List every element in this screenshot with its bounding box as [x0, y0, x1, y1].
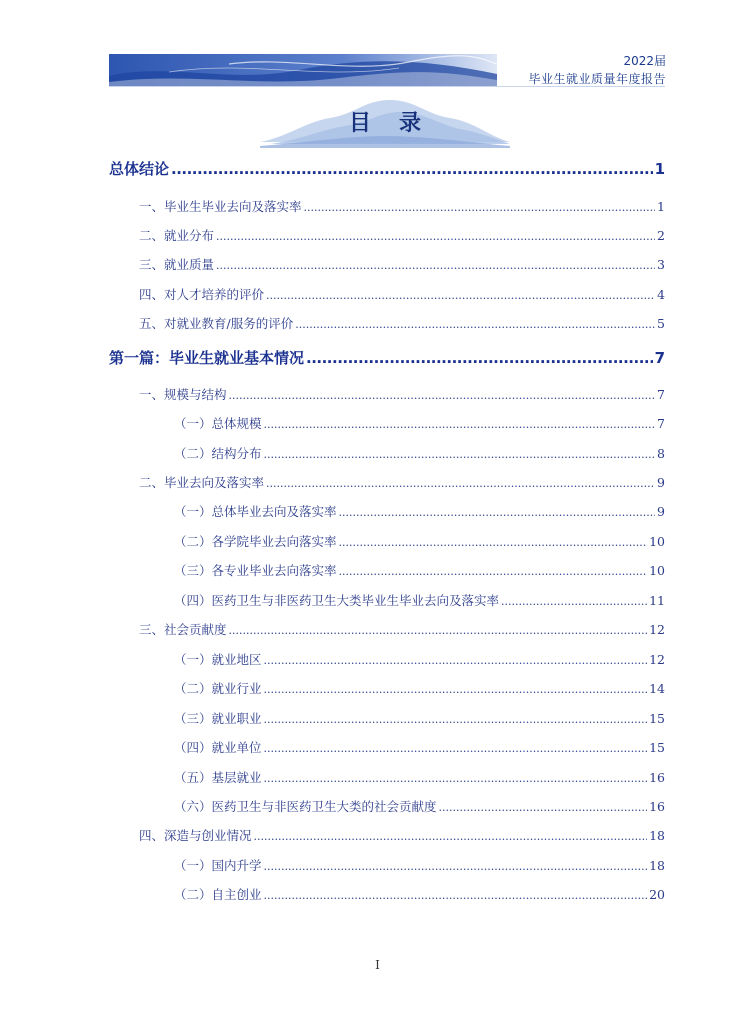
toc-entry[interactable] [109, 444, 665, 462]
toc-leader [229, 622, 648, 637]
toc-entry[interactable] [109, 650, 665, 668]
toc-entry-label: （二）结构分布 [174, 446, 262, 461]
toc-entry-page: 8 [657, 446, 665, 461]
toc-entry-label: （四）医药卫生与非医药卫生大类毕业生毕业去向及落实率 [174, 593, 500, 608]
toc-leader [306, 349, 653, 367]
toc-leader [339, 534, 648, 549]
toc-entry-page: 10 [649, 534, 665, 549]
toc-leader [266, 287, 655, 302]
toc-entry-page: 9 [657, 504, 665, 519]
toc-entry-page: 12 [649, 652, 665, 667]
toc-entry-page: 20 [649, 887, 665, 902]
toc-entry-label: 三、社会贡献度 [139, 622, 227, 637]
toc-entry[interactable] [109, 561, 665, 579]
toc-leader [295, 316, 655, 331]
toc-entry-page: 18 [649, 858, 665, 873]
toc-entry-label: 二、就业分布 [139, 228, 215, 243]
toc-entry-label: （一）总体毕业去向及落实率 [174, 504, 337, 519]
toc-entry[interactable] [109, 797, 665, 815]
toc-entry-label: （二）各学院毕业去向落实率 [174, 534, 337, 549]
toc-entry[interactable] [109, 255, 665, 273]
header-wave-banner [109, 54, 497, 86]
toc-leader [339, 504, 656, 519]
toc-entry-page: 2 [657, 228, 665, 243]
toc-entry-label: 一、规模与结构 [139, 387, 227, 402]
toc-entry[interactable] [109, 885, 665, 903]
toc-entry[interactable] [109, 226, 665, 244]
header-divider [109, 86, 665, 87]
header-report-title: 毕业生就业质量年度报告 [528, 72, 666, 86]
toc-leader [264, 770, 648, 785]
toc-entry-page: 11 [649, 593, 665, 608]
toc-entry-label: 四、深造与创业情况 [139, 828, 252, 843]
header-year: 2022届 [623, 54, 666, 68]
toc-leader [264, 681, 648, 696]
toc-entry[interactable] [109, 826, 665, 844]
toc-entry-page: 16 [649, 770, 665, 785]
toc-entry-page: 10 [649, 563, 665, 578]
toc-entry-page: 7 [657, 387, 665, 402]
toc-entry[interactable] [109, 532, 665, 550]
toc-leader [304, 199, 656, 214]
toc-entry-page: 18 [649, 828, 665, 843]
toc-entry-page: 1 [654, 160, 665, 178]
toc-entry-label: 第一篇：毕业生就业基本情况 [109, 349, 305, 367]
toc-entry-page: 1 [657, 199, 665, 214]
toc-entry[interactable] [109, 591, 665, 609]
toc-entry[interactable] [109, 620, 665, 638]
toc-entry-label: （一）国内升学 [174, 858, 262, 873]
footer-page-number: I [375, 958, 380, 972]
toc-entry[interactable] [109, 738, 665, 756]
toc-entry[interactable] [109, 158, 665, 179]
toc-entry[interactable] [109, 285, 665, 303]
toc-entry-page: 5 [657, 316, 665, 331]
toc-leader [264, 740, 648, 755]
toc-leader [439, 799, 648, 814]
toc-entry-label: 五、对就业教育/服务的评价 [139, 316, 294, 331]
toc-entry[interactable] [109, 347, 665, 368]
toc-entry-label: 总体结论 [109, 160, 170, 178]
toc-entry-page: 16 [649, 799, 665, 814]
toc-leader [264, 887, 648, 902]
toc-leader [171, 160, 653, 178]
toc-entry-label: 三、就业质量 [139, 257, 215, 272]
toc-entry-label: （四）就业单位 [174, 740, 262, 755]
toc-entry-label: （六）医药卫生与非医药卫生大类的社会贡献度 [174, 799, 437, 814]
toc-entry[interactable] [109, 197, 665, 215]
toc-entry-page: 15 [649, 711, 665, 726]
toc-leader [254, 828, 648, 843]
toc-entry-page: 7 [654, 349, 665, 367]
toc-entry[interactable] [109, 856, 665, 874]
toc-leader [339, 563, 648, 578]
toc-entry[interactable] [109, 709, 665, 727]
toc-entry-page: 12 [649, 622, 665, 637]
toc-entry-page: 3 [657, 257, 665, 272]
toc-entry[interactable] [109, 473, 665, 491]
toc-entry-label: （一）就业地区 [174, 652, 262, 667]
toc-entry[interactable] [109, 414, 665, 432]
toc-leader [501, 593, 647, 608]
toc-leader [216, 228, 655, 243]
toc-leader [264, 446, 656, 461]
toc-leader [264, 711, 648, 726]
toc-entry-label: （一）总体规模 [174, 416, 262, 431]
toc-entry[interactable] [109, 768, 665, 786]
toc-entry-page: 7 [657, 416, 665, 431]
toc-entry-label: （三）就业职业 [174, 711, 262, 726]
toc-entry-label: （五）基层就业 [174, 770, 262, 785]
toc-entry-page: 15 [649, 740, 665, 755]
toc-entry-label: （二）自主创业 [174, 887, 262, 902]
toc-entry-label: 一、毕业生毕业去向及落实率 [139, 199, 302, 214]
toc-entry[interactable] [109, 502, 665, 520]
toc-leader [264, 858, 648, 873]
toc-entry-label: 四、对人才培养的评价 [139, 287, 265, 302]
toc-entry-label: （三）各专业毕业去向落实率 [174, 563, 337, 578]
toc-title-block [260, 96, 510, 148]
toc-entry-label: （二）就业行业 [174, 681, 262, 696]
toc-leader [264, 652, 648, 667]
toc-entry[interactable] [109, 679, 665, 697]
toc-entry-page: 9 [657, 475, 665, 490]
toc-entry-page: 4 [657, 287, 665, 302]
toc-leader [216, 257, 655, 272]
toc-entry[interactable] [109, 385, 665, 403]
toc-entry-label: 二、毕业去向及落实率 [139, 475, 265, 490]
toc-title: 目录 [348, 110, 449, 136]
toc-leader [264, 416, 656, 431]
toc-entry[interactable] [109, 314, 665, 332]
toc-entry-page: 14 [649, 681, 665, 696]
toc-leader [266, 475, 655, 490]
toc-leader [229, 387, 656, 402]
